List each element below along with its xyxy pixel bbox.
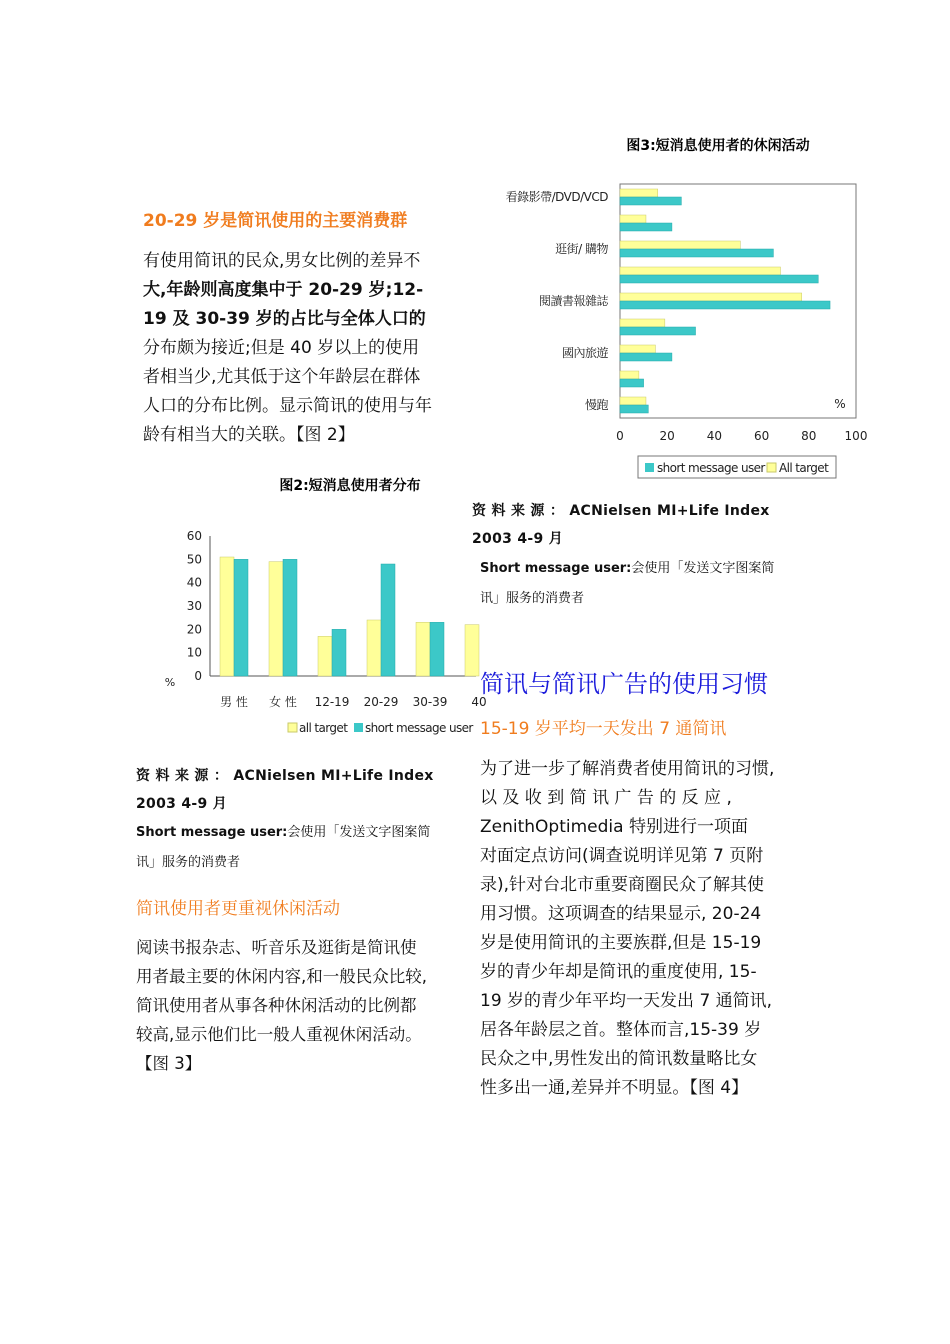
text-line: 有使用简讯的民众,男女比例的差异不	[143, 251, 421, 271]
bar-all-target	[416, 622, 430, 676]
bar-sms-user	[620, 275, 818, 283]
bar-sms-user	[283, 559, 297, 676]
y-tick-label: 10	[186, 645, 202, 660]
legend-swatch-all-target	[767, 463, 776, 472]
legend-label-all-target: all target	[299, 721, 348, 735]
category-label: 慢跑	[584, 398, 608, 412]
x-tick-label: 40	[471, 695, 487, 709]
text-line: 岁是使用简讯的主要族群,但是 15-19	[480, 933, 762, 953]
y-tick-label: 0	[194, 669, 202, 683]
category-label: 看錄影帶/DVD/VCD	[505, 190, 608, 204]
chart3-axes	[506, 184, 868, 443]
x-tick-label: 女 性	[269, 695, 297, 709]
bar-all-target	[620, 371, 639, 379]
text-line: ZenithOptimedia 特别进行一项面	[480, 817, 748, 837]
x-tick-label: 40	[706, 429, 723, 443]
text-line: 较高,显示他们比一般人重视休闲活动。	[136, 1025, 422, 1044]
y-tick-label: 60	[186, 529, 202, 543]
bar-all-target	[318, 636, 332, 676]
text-line: 龄有相当大的关联。【图 2】	[143, 425, 355, 445]
source-date: 2003 4-9 月	[136, 796, 228, 812]
section-heading-daily-sms: 15-19 岁平均一天发出 7 通简讯	[480, 719, 727, 739]
paragraph-leisure	[136, 933, 481, 1078]
text-line: 用者最主要的休闲内容,和一般民众比较,	[136, 967, 427, 986]
bar-all-target	[620, 319, 665, 327]
chart2-legend	[288, 721, 473, 735]
text-line: 分布颇为接近;但是 40 岁以上的使用	[143, 338, 420, 358]
bar-sms-user	[620, 223, 672, 231]
chart3-bars	[620, 189, 830, 413]
text-line: 【图 3】	[136, 1054, 202, 1073]
source-date: 2003 4-9 月	[472, 531, 564, 547]
legend-label-sms-user: short message user	[365, 721, 473, 735]
bar-all-target	[220, 557, 234, 676]
paragraph-age	[143, 247, 473, 450]
bar-sms-user	[620, 249, 773, 257]
section-heading-leisure: 简讯使用者更重视休闲活动	[136, 899, 340, 919]
text-line: 居各年龄层之首。整体而言,15-39 岁	[480, 1020, 762, 1040]
bar-sms-user	[620, 405, 648, 413]
bar-sms-user	[620, 197, 681, 205]
chart-leisure-activities	[480, 128, 880, 490]
section-title-usage-habits: 简讯与简讯广告的使用习惯	[480, 670, 768, 698]
x-tick-label: 100	[844, 429, 868, 443]
text-line: 岁的青少年却是简讯的重度使用, 15-	[480, 962, 757, 982]
category-label: 逛街/ 購物	[555, 242, 608, 256]
bar-sms-user	[332, 629, 346, 676]
bar-all-target	[620, 189, 658, 197]
source-citation-left	[136, 762, 434, 818]
bar-sms-user	[620, 379, 644, 387]
x-tick-label: 30-39	[412, 695, 448, 709]
bar-all-target	[367, 620, 381, 676]
definition-note-left	[136, 818, 430, 878]
text-line: 用习惯。这项调查的结果显示, 20-24	[480, 904, 762, 924]
chart3-legend	[638, 456, 836, 478]
chart2-bars	[220, 557, 479, 676]
bar-all-target	[269, 562, 283, 676]
text-line: 简讯使用者从事各种休闲活动的比例都	[136, 996, 417, 1015]
text-line: 19 岁的青少年平均一天发出 7 通简讯,	[480, 991, 773, 1011]
text-line: 录),针对台北市重要商圈民众了解其使	[480, 875, 765, 895]
chart2-axes	[165, 529, 487, 709]
section-heading-age: 20-29 岁是简讯使用的主要消费群	[143, 211, 408, 231]
note-label: Short message user:	[136, 825, 288, 840]
note-text: 会使用「发送文字图案简	[631, 561, 775, 576]
text-line: 19 及 30-39 岁的占比与全体人口的	[143, 309, 426, 329]
bar-sms-user	[620, 301, 830, 309]
x-tick-label: 20-29	[363, 695, 399, 709]
bar-sms-user	[620, 353, 672, 361]
note-text: 讯」服务的消费者	[480, 591, 585, 606]
bar-all-target	[465, 625, 479, 676]
x-tick-label: 男 性	[220, 695, 248, 709]
text-line: 阅读书报杂志、听音乐及逛街是简讯使	[136, 938, 417, 957]
x-tick-label: 20	[659, 429, 675, 443]
bar-sms-user	[381, 564, 395, 676]
chart3-title: 图3:短消息使用者的休闲活动	[626, 138, 810, 154]
definition-note-right	[480, 554, 774, 614]
bar-sms-user	[430, 622, 444, 676]
bar-all-target	[620, 345, 655, 353]
text-line: 人口的分布比例。显示简讯的使用与年	[143, 396, 432, 416]
text-line: 大,年龄则高度集中于 20-29 岁;12-	[143, 280, 424, 300]
text-line: 性多出一通,差异并不明显。【图 4】	[480, 1078, 749, 1098]
legend-swatch-sms-user	[354, 723, 363, 732]
bar-all-target	[620, 215, 646, 223]
x-tick-label: 60	[753, 429, 770, 443]
legend-swatch-all-target	[288, 723, 297, 732]
y-unit-label: %	[164, 676, 176, 689]
x-unit-label: %	[834, 397, 846, 411]
x-tick-label: 12-19	[314, 695, 350, 709]
bar-sms-user	[620, 327, 696, 335]
legend-label-all-target: All target	[779, 461, 829, 475]
note-text: 会使用「发送文字图案简	[287, 825, 431, 840]
x-tick-label: 0	[616, 429, 624, 443]
legend-label-sms-user: short message user	[657, 461, 765, 475]
chart2-title: 图2:短消息使用者分布	[279, 478, 421, 494]
category-label: 閱讀書報雜誌	[538, 294, 608, 308]
note-label: Short message user:	[480, 561, 632, 576]
category-label: 國內旅遊	[561, 346, 608, 360]
x-tick-label: 80	[801, 429, 817, 443]
note-text: 讯」服务的消费者	[136, 855, 241, 870]
bar-all-target	[620, 293, 802, 301]
paragraph-usage-habits	[480, 755, 810, 1103]
y-tick-label: 50	[186, 552, 202, 567]
text-line: 民众之中,男性发出的简讯数量略比女	[480, 1049, 758, 1069]
bar-all-target	[620, 397, 646, 405]
source-text: 资 料 来 源 ： ACNielsen MI+Life Index	[472, 503, 770, 519]
source-text: 资 料 来 源 ： ACNielsen MI+Life Index	[136, 768, 434, 784]
y-tick-label: 20	[186, 622, 202, 637]
bar-sms-user	[234, 559, 248, 676]
text-line: 对面定点访问(调查说明详见第 7 页附	[480, 846, 764, 866]
text-line: 为了进一步了解消费者使用简讯的习惯,	[480, 759, 775, 779]
bar-all-target	[620, 267, 780, 275]
source-citation-right	[472, 497, 770, 553]
text-line: 者相当少,尤其低于这个年龄层在群体	[143, 367, 421, 387]
chart-sms-user-distribution	[150, 470, 487, 750]
text-line: 以 及 收 到 简 讯 广 告 的 反 应 ,	[480, 788, 732, 808]
y-tick-label: 30	[186, 599, 202, 613]
bar-all-target	[620, 241, 740, 249]
legend-swatch-sms-user	[645, 463, 654, 472]
y-tick-label: 40	[186, 575, 202, 590]
